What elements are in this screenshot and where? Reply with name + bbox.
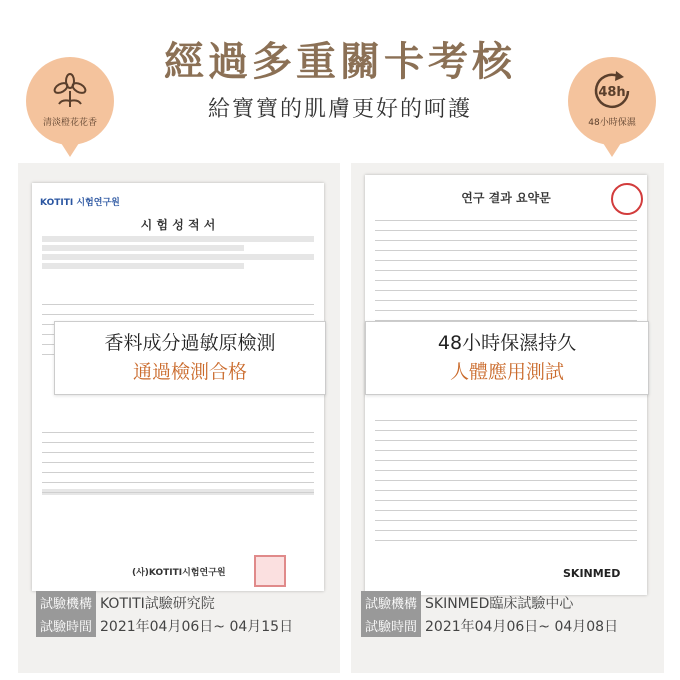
period-tag: 試驗時間 — [361, 614, 421, 637]
test-period — [361, 614, 618, 637]
moisture-test-callout — [365, 321, 649, 395]
callout-line-1: 香料成分過敏原檢測 — [104, 332, 276, 354]
callout-line-1: 48小時保濕持久 — [437, 332, 577, 354]
report-header: KOTITI 시험연구원 — [40, 198, 120, 208]
report-header: 연구 결과 요약문 — [461, 191, 551, 205]
period-value: 2021年04月06日~ 04月08日 — [425, 619, 619, 635]
allergen-test-callout — [54, 321, 326, 395]
institution-tag: 試驗機構 — [361, 591, 421, 614]
skinmed-report-card — [351, 163, 664, 673]
period-value: 2021年04月06日~ 04月15日 — [100, 619, 294, 635]
period-tag: 試驗時間 — [36, 614, 96, 637]
institution-value: SKINMED臨床試驗中心 — [425, 596, 574, 612]
report-title: 시 험 성 적 서 — [140, 218, 216, 232]
test-institution — [36, 591, 215, 614]
fragrance-badge — [26, 57, 114, 145]
clock-48h-icon — [588, 67, 636, 115]
test-institution — [361, 591, 573, 614]
fragrance-badge-label: 清淡橙花花香 — [42, 118, 97, 128]
report-footer: SKINMED — [563, 567, 621, 580]
official-stamp — [611, 183, 643, 215]
institution-value: KOTITI試驗研究院 — [100, 596, 215, 612]
flower-icon — [50, 71, 90, 111]
official-stamp — [254, 555, 286, 587]
kotiti-report-card — [18, 163, 340, 673]
clock-48h-text: 48h — [598, 85, 626, 100]
moisture-badge — [568, 57, 656, 145]
callout-line-2: 人體應用測試 — [449, 361, 564, 383]
page-title: 經過多重關卡考核 — [164, 38, 516, 85]
report-footer: (사)KOTITI시험연구원 — [132, 568, 226, 578]
callout-line-2: 通過檢測合格 — [132, 361, 247, 383]
test-period — [36, 614, 293, 637]
page-subtitle: 給寶寶的肌膚更好的呵護 — [207, 97, 472, 122]
moisture-badge-label: 48小時保濕 — [588, 118, 636, 128]
institution-tag: 試驗機構 — [36, 591, 96, 614]
